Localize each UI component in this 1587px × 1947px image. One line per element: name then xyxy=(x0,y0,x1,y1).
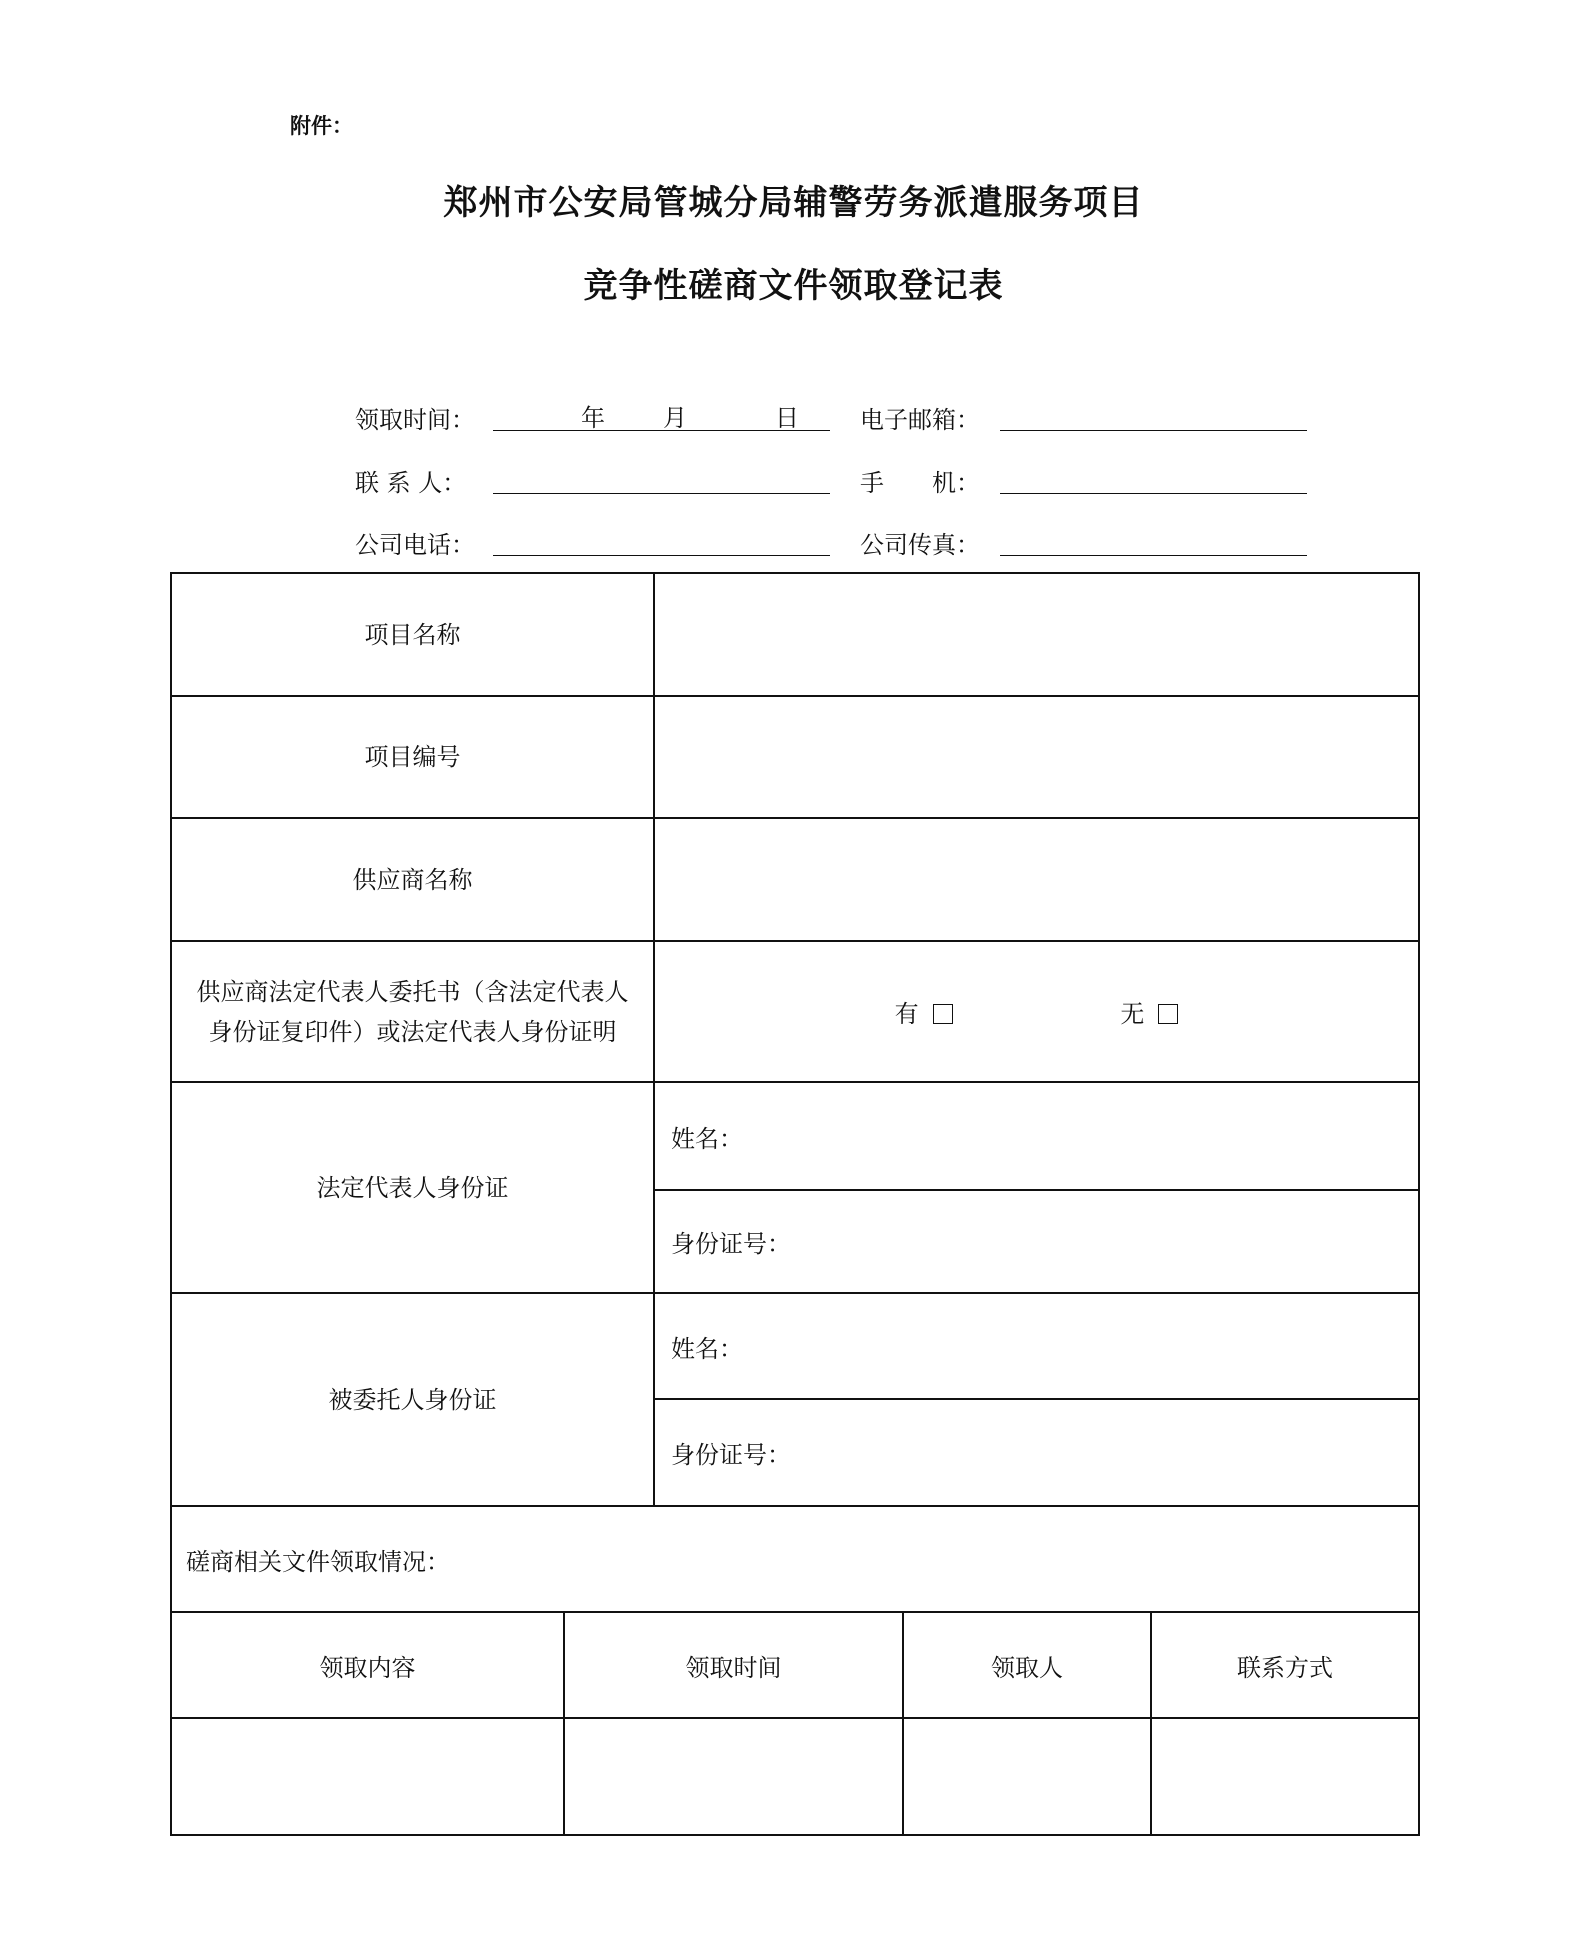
mobile-label: 手 机： xyxy=(860,469,980,497)
email-field[interactable] xyxy=(1000,398,1307,431)
company-phone-field[interactable] xyxy=(493,523,830,556)
col-header-time: 领取时间 xyxy=(564,1612,903,1718)
table-row xyxy=(171,1718,1419,1835)
row-pickup-header xyxy=(171,1612,1419,1718)
pickup-date-field[interactable] xyxy=(493,398,830,431)
row-trustee-name xyxy=(171,1293,1419,1399)
header-row-1 xyxy=(0,398,1587,434)
row-pickup-status xyxy=(171,1506,1419,1612)
pickup-status-label: 磋商相关文件领取情况： xyxy=(171,1506,1419,1612)
row-legal-rep-name xyxy=(171,1082,1419,1190)
cell-person[interactable] xyxy=(903,1718,1151,1835)
col-header-person: 领取人 xyxy=(903,1612,1151,1718)
company-fax-label: 公司传真： xyxy=(860,531,980,559)
trustee-id-number-label[interactable]: 身份证号： xyxy=(654,1399,1419,1506)
authorization-doc-label: 供应商法定代表人委托书（含法定代表人身份证复印件）或法定代表人身份证明 xyxy=(171,941,654,1082)
row-project-number xyxy=(171,696,1419,818)
pickup-time-label: 领取时间： xyxy=(355,406,475,434)
page-title: 郑州市公安局管城分局辅警劳务派遣服务项目 xyxy=(443,183,1144,223)
legal-rep-id-label: 法定代表人身份证 xyxy=(171,1082,654,1293)
year-label: 年 xyxy=(581,404,605,432)
row-project-name xyxy=(171,573,1419,696)
option-no[interactable] xyxy=(1120,994,1178,1029)
header-row-3 xyxy=(0,523,1587,559)
col-header-contact: 联系方式 xyxy=(1151,1612,1419,1718)
project-name-field[interactable] xyxy=(654,573,1419,696)
email-label: 电子邮箱： xyxy=(860,406,980,434)
authorization-options xyxy=(654,941,1419,1082)
company-fax-field[interactable] xyxy=(1000,523,1307,556)
page-subtitle: 竞争性磋商文件领取登记表 xyxy=(583,266,1004,306)
option-yes-label: 有 xyxy=(894,1000,919,1028)
col-header-content: 领取内容 xyxy=(171,1612,564,1718)
mobile-field[interactable] xyxy=(1000,461,1307,494)
trustee-name-label[interactable]: 姓名： xyxy=(654,1293,1419,1399)
row-supplier-name xyxy=(171,818,1419,941)
registration-table xyxy=(170,572,1420,1836)
contact-field[interactable] xyxy=(493,461,830,494)
day-label: 日 xyxy=(775,404,799,432)
project-name-label: 项目名称 xyxy=(171,573,654,696)
header-row-2 xyxy=(0,461,1587,497)
attachment-label: 附件： xyxy=(290,113,353,138)
supplier-name-field[interactable] xyxy=(654,818,1419,941)
cell-contact[interactable] xyxy=(1151,1718,1419,1835)
row-authorization xyxy=(171,941,1419,1082)
project-number-field[interactable] xyxy=(654,696,1419,818)
trustee-id-label: 被委托人身份证 xyxy=(171,1293,654,1506)
cell-content[interactable] xyxy=(171,1718,564,1835)
company-phone-label: 公司电话： xyxy=(355,531,475,559)
checkbox-yes-icon[interactable] xyxy=(933,1004,953,1024)
month-label: 月 xyxy=(663,404,687,432)
option-no-label: 无 xyxy=(1120,1000,1145,1028)
checkbox-no-icon[interactable] xyxy=(1158,1004,1178,1024)
option-yes[interactable] xyxy=(895,994,953,1029)
legal-rep-name-label[interactable]: 姓名： xyxy=(654,1082,1419,1190)
project-number-label: 项目编号 xyxy=(171,696,654,818)
supplier-name-label: 供应商名称 xyxy=(171,818,654,941)
legal-rep-id-number-label[interactable]: 身份证号： xyxy=(654,1190,1419,1293)
contact-label: 联 系 人： xyxy=(355,469,467,497)
cell-time[interactable] xyxy=(564,1718,903,1835)
